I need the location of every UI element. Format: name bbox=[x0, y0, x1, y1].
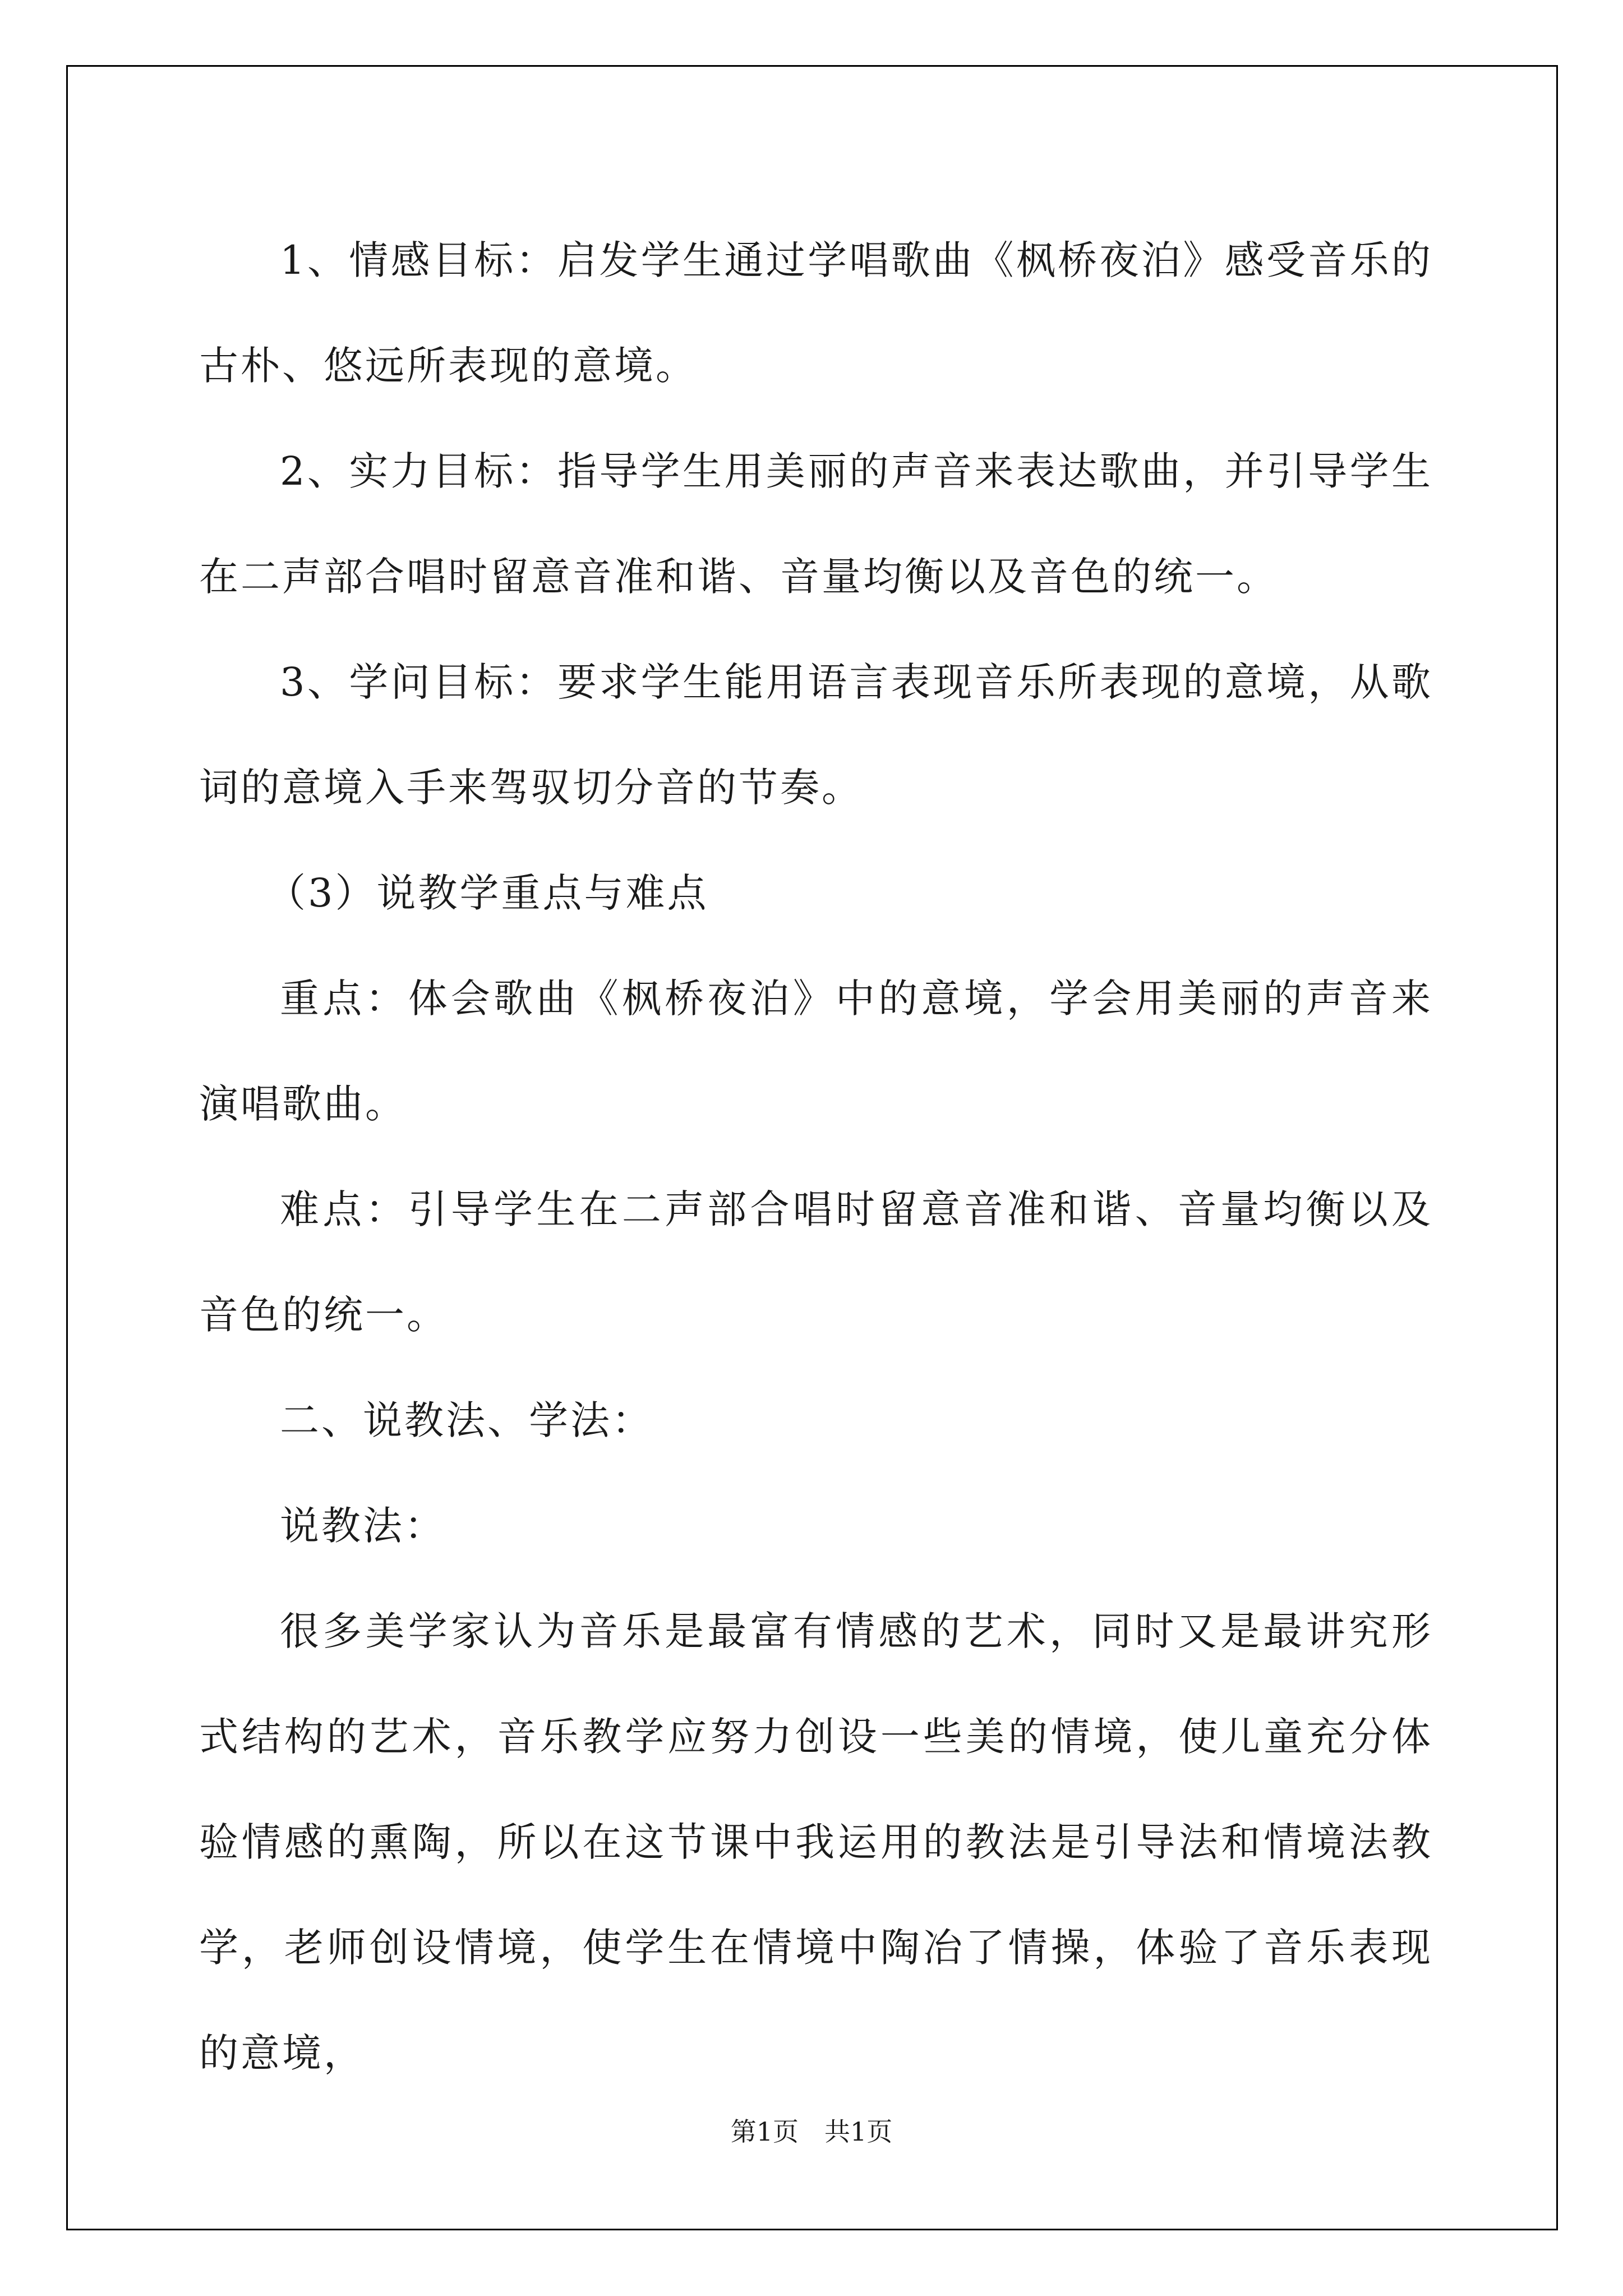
paragraph-emotion-goal: 1、情感目标：启发学生通过学唱歌曲《枫桥夜泊》感受音乐的古朴、悠远所表现的意境。 bbox=[199, 237, 1433, 389]
paragraph-teaching-method: 很多美学家认为音乐是最富有情感的艺术，同时又是最讲究形式结构的艺术，音乐教学应努力创设一些美的情境，使儿童充分体验情感的熏陶，所以在这节课中我运用的教法是引导法和情境法教学，老师创设情境，使学生在情境中陶冶了情操，体验了音乐表现的意境， bbox=[199, 1608, 1433, 2076]
page-total: 共1页 bbox=[824, 2116, 893, 2147]
section-heading-methods: 二、说教法、学法： bbox=[280, 1397, 653, 1443]
paragraph-key-point: 重点：体会歌曲《枫桥夜泊》中的意境，学会用美丽的声音来演唱歌曲。 bbox=[199, 976, 1433, 1127]
document-body bbox=[199, 208, 1433, 2106]
subheading-teaching-method: 说教法： bbox=[280, 1503, 446, 1549]
paragraph-difficult-point: 难点：引导学生在二声部合唱时留意音准和谐、音量均衡以及音色的统一。 bbox=[199, 1186, 1433, 1338]
page-number: 第1页 bbox=[730, 2116, 799, 2147]
paragraph-knowledge-goal: 3、学问目标：要求学生能用语言表现音乐所表现的意境，从歌词的意境入手来驾驭切分音的节奏。 bbox=[199, 659, 1433, 811]
paragraph-ability-goal: 2、实力目标：指导学生用美丽的声音来表达歌曲，并引导学生在二声部合唱时留意音准和谐、音量均衡以及音色的统一。 bbox=[199, 448, 1433, 600]
section-heading-key-points: （3）说教学重点与难点 bbox=[266, 870, 709, 916]
page-footer bbox=[0, 2115, 1623, 2148]
